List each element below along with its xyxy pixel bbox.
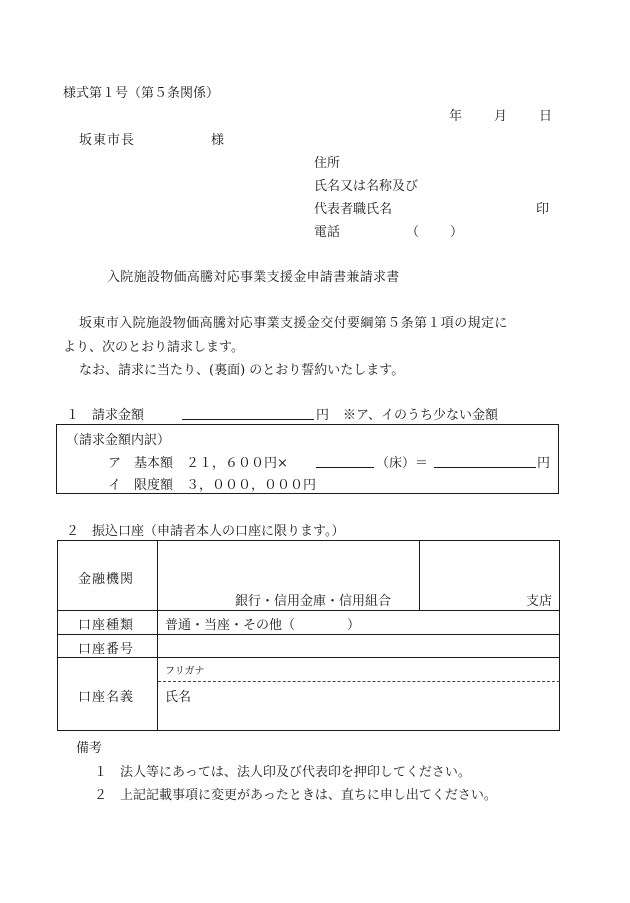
addressee: 坂東市長: [79, 133, 136, 148]
name-label: 氏名又は名称及び: [314, 179, 419, 194]
tel-paren-close: ）: [450, 225, 464, 240]
row-a-bed: （床）＝: [376, 456, 429, 471]
remarks-item-1: １ 法人等にあっては、法人印及び代表印を押印してください。: [94, 765, 471, 780]
document-title: 入院施設物価高騰対応事業支援金申請書兼請求書: [107, 270, 400, 285]
body-para2: なお、請求に当たり、(裏面) のとおり誓約いたします。: [79, 363, 405, 378]
bed-count-field[interactable]: [316, 452, 374, 468]
request-amount-yen: 円: [316, 408, 330, 423]
row-a-prefix: ア 基本額 ２１，６００円×: [108, 456, 288, 471]
holder-name-label: 氏名: [165, 690, 192, 705]
branch-label: 支店: [526, 594, 553, 609]
row-b: イ 限度額 ３，０００，０００円: [108, 478, 317, 493]
bank-label: 金融機関: [78, 572, 135, 587]
addressee-suffix: 様: [211, 133, 225, 148]
request-amount-field[interactable]: [182, 404, 314, 420]
row-divider-3: [57, 657, 560, 658]
seal-mark: 印: [536, 202, 550, 217]
tel-label: 電話: [314, 225, 341, 240]
account-number-label: 口座番号: [78, 642, 135, 657]
date-day: 日: [539, 109, 553, 124]
request-amount-note: ※ア、イのうち少ない金額: [343, 408, 498, 423]
branch-divider: [419, 540, 420, 611]
request-amount-label: １ 請求金額: [66, 408, 145, 423]
breakdown-title: （請求金額内訳）: [66, 433, 171, 448]
representative-label: 代表者職氏名: [314, 202, 393, 217]
account-number-field[interactable]: [158, 635, 559, 656]
address-label: 住所: [314, 156, 341, 171]
tel-paren-open: （: [406, 225, 420, 240]
row-a-amount-field[interactable]: [434, 452, 536, 468]
date-year: 年: [449, 109, 463, 124]
furigana-label: フリガナ: [165, 666, 205, 677]
bank-types[interactable]: 銀行・信用金庫・信用組合: [235, 594, 392, 609]
bank-section-label: ２ 振込口座（申請者本人の口座に限ります。）: [66, 524, 345, 539]
body-para1-line2: より、次のとおり請求します。: [63, 340, 244, 355]
row-divider-1: [57, 610, 560, 611]
body-para1-line1: 坂東市入院施設物価高騰対応事業支援金交付要綱第５条第１項の規定に: [79, 316, 508, 331]
date-month: 月: [494, 109, 508, 124]
furigana-divider: [158, 681, 560, 682]
remarks-title: 備考: [76, 741, 103, 756]
row-a-yen: 円: [537, 456, 551, 471]
account-name-label: 口座名義: [78, 690, 135, 705]
account-type-label: 口座種類: [78, 618, 135, 633]
form-number: 様式第１号（第５条関係）: [63, 86, 220, 101]
account-type-options[interactable]: 普通・当座・その他（ ）: [165, 618, 361, 633]
remarks-item-2: ２ 上記記載事項に変更があったときは、直ちに申し出てください。: [94, 788, 497, 803]
